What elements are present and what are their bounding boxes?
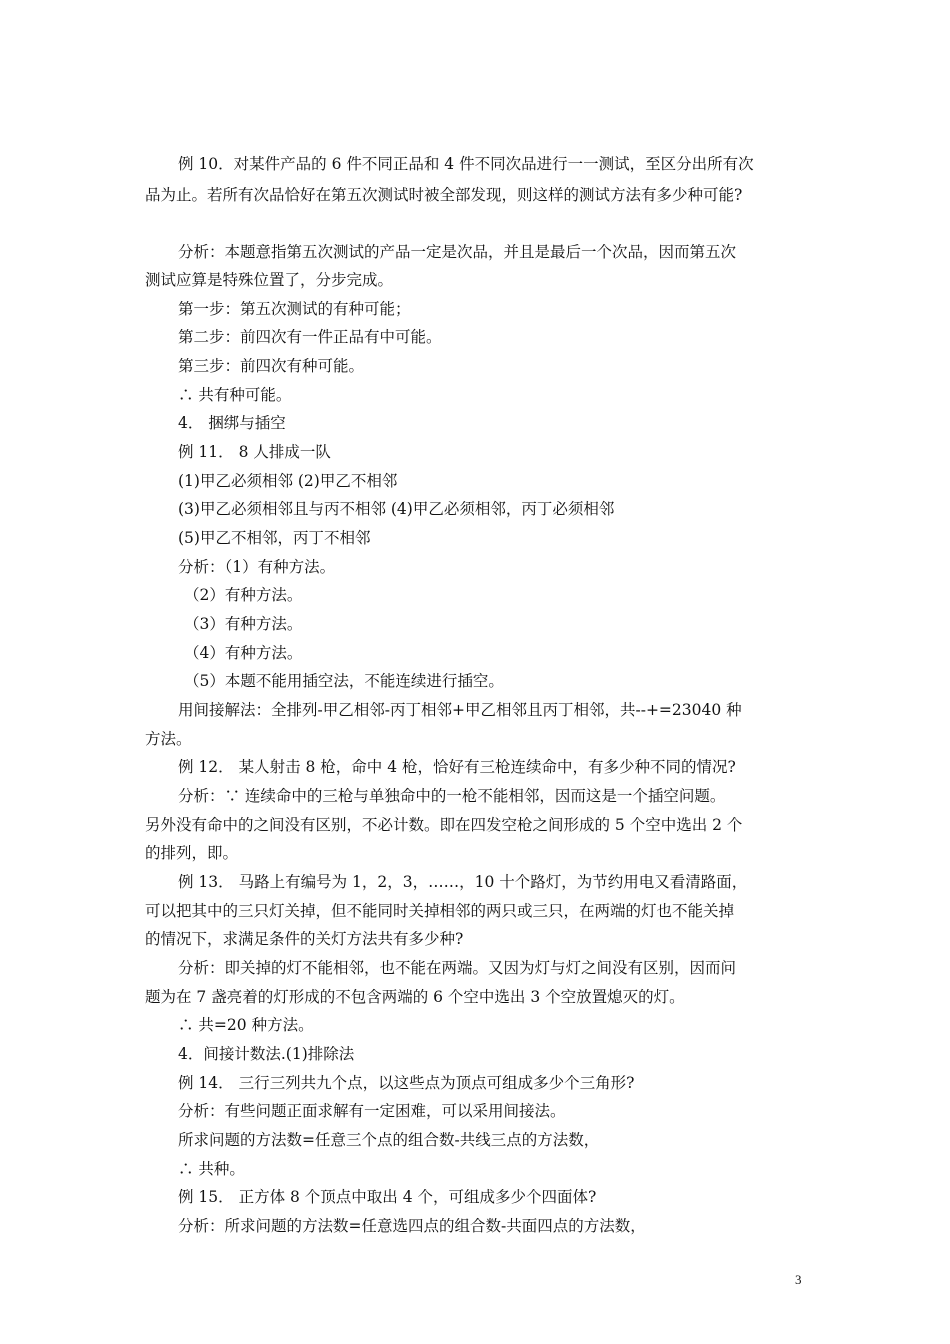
example-13-line-1: 例 13． 马路上有编号为 1，2，3，……，10 十个路灯，为节约用电又看清路面， (178, 873, 748, 891)
example-13-line-3: 的情况下，求满足条件的关灯方法共有多少种? (145, 930, 464, 948)
indirect-solution-line-2: 方法。 (145, 730, 192, 748)
total-10: ∴ 共有种可能。 (178, 386, 292, 404)
step-3: 第三步：前四次有种可能。 (178, 357, 365, 375)
analysis-13-line-2: 题为在 7 盏亮着的灯形成的不包含两端的 6 个空中选出 3 个空放置熄灭的灯。 (145, 988, 685, 1006)
step-2: 第二步：前四次有一件正品有中可能。 (178, 328, 442, 346)
example-11: 例 11． 8 人排成一队 (178, 443, 331, 461)
analysis-13-line-1: 分析：即关掉的灯不能相邻，也不能在两端。又因为灯与灯之间没有区别，因而问 (178, 959, 737, 977)
example-13-line-2: 可以把其中的三只灯关掉，但不能同时关掉相邻的两只或三只，在两端的灯也不能关掉 (145, 902, 735, 920)
step-1: 第一步：第五次测试的有种可能； (178, 300, 411, 318)
example-11-parts-3-4: (3)甲乙必须相邻且与丙不相邻 (4)甲乙必须相邻，丙丁必须相邻 (178, 500, 615, 518)
analysis-12-line-2: 另外没有命中的之间没有区别，不必计数。即在四发空枪之间形成的 5 个空中选出 2 个 (145, 816, 743, 834)
analysis-11-part-4: （4）有种方法。 (184, 644, 303, 662)
example-11-part-5: (5)甲乙不相邻，丙丁不相邻 (178, 529, 371, 547)
page-number: 3 (795, 1272, 802, 1287)
total-13: ∴ 共=20 种方法。 (178, 1016, 314, 1034)
indirect-solution-line-1: 用间接解法：全排列-甲乙相邻-丙丁相邻+甲乙相邻且丙丁相邻，共--+=23040 种 (178, 701, 742, 719)
example-10-line-2: 品为止。若所有次品恰好在第五次测试时被全部发现，则这样的测试方法有多少种可能? (145, 186, 743, 204)
analysis-10-line-2: 测试应算是特殊位置了，分步完成。 (145, 271, 394, 289)
analysis-14-line-1: 分析：有些问题正面求解有一定困难，可以采用间接法。 (178, 1102, 566, 1120)
example-11-parts-1-2: (1)甲乙必须相邻 (2)甲乙不相邻 (178, 472, 398, 490)
example-14: 例 14． 三行三列共九个点，以这些点为顶点可组成多少个三角形? (178, 1074, 635, 1092)
analysis-11-part-2: （2）有种方法。 (184, 586, 303, 604)
example-10-line-1: 例 10．对某件产品的 6 件不同正品和 4 件不同次品进行一一测试，至区分出所有次 (178, 155, 754, 173)
analysis-12-line-1: 分析：∵ 连续命中的三枪与单独命中的一枪不能相邻，因而这是一个插空问题。 (178, 787, 726, 805)
analysis-11-part-1: 分析：（1）有种方法。 (178, 558, 336, 576)
example-15: 例 15． 正方体 8 个顶点中取出 4 个，可组成多少个四面体? (178, 1188, 597, 1206)
analysis-14-line-2: 所求问题的方法数=任意三个点的组合数-共线三点的方法数， (178, 1131, 600, 1149)
analysis-11-part-5: （5）本题不能用插空法，不能连续进行插空。 (184, 672, 504, 690)
analysis-10-line-1: 分析：本题意指第五次测试的产品一定是次品，并且是最后一个次品，因而第五次 (178, 243, 737, 261)
analysis-15: 分析：所求问题的方法数=任意选四点的组合数-共面四点的方法数， (178, 1217, 646, 1235)
total-14: ∴ 共种。 (178, 1160, 245, 1178)
section-heading-indirect-count: 4．间接计数法.(1)排除法 (178, 1045, 355, 1063)
analysis-11-part-3: （3）有种方法。 (184, 615, 303, 633)
section-heading-bind-insert: 4． 捆绑与插空 (178, 414, 286, 432)
example-12: 例 12． 某人射击 8 枪，命中 4 枪，恰好有三枪连续命中，有多少种不同的情况? (178, 758, 736, 776)
analysis-12-line-3: 的排列，即。 (145, 844, 239, 862)
